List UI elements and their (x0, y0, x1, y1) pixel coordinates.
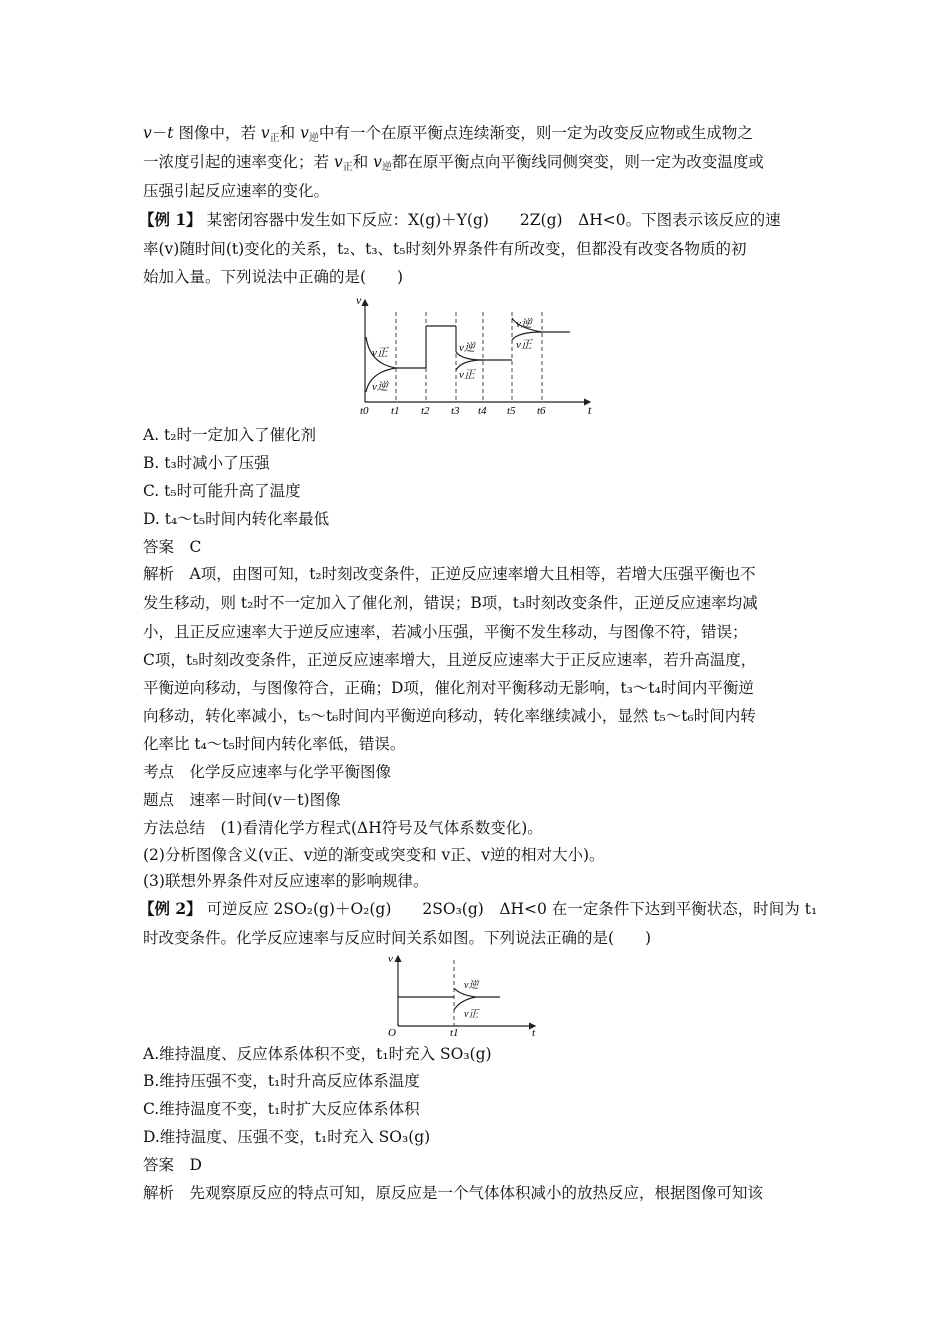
intro-line-2: 一浓度引起的速率变化；若 $v_正$和 $v_逆$都在原平衡点向平衡线同侧突变，则一定为改变温度或 (143, 153, 764, 173)
label-v-reverse-3: v逆 (459, 342, 475, 354)
ex2-analysis: 解析 先观察原反应的特点可知，原反应是一个气体体积减小的放热反应，根据图像可知该 (143, 1184, 764, 1202)
ex1-answer: 答案 C (143, 538, 202, 556)
y-axis-label: v (388, 953, 393, 965)
method-summary-1: 方法总结 (1)看清化学方程式(ΔH符号及气体系数变化)。 (143, 819, 543, 837)
label-v-forward-5: v正 (516, 339, 532, 351)
tick-t0: t0 (360, 405, 369, 417)
example-1-line-1: 【例 1】 某密闭容器中发生如下反应：X(g)＋Y(g) 2Z(g) ΔH<0。下图表示该反应的速 (139, 210, 781, 229)
label-v-reverse: v逆 (464, 980, 479, 991)
ex1-option-b: B. t₃时减小了压强 (143, 454, 270, 472)
ex1-analysis-3: 小，且正反应速率大于逆反应速率，若减小压强，平衡不发生移动，与图像不符，错误； (143, 623, 748, 641)
tick-t2: t2 (421, 405, 430, 417)
ex1-option-a: A. t₂时一定加入了催化剂 (143, 426, 316, 444)
ex1-analysis-6: 向移动，转化率减小，t₅～t₆时间内平衡逆向移动，转化率继续减小，显然 t₅～t₆时间内转 (143, 707, 756, 725)
label-v-forward-1: v正 (372, 347, 388, 359)
example-1-line-2: 率(v)随时间(t)变化的关系，t₂、t₃、t₅时刻外界条件有所改变，但都没有改变各物质的初 (143, 240, 747, 258)
ex1-analysis-4: C项，t₅时刻改变条件，正逆反应速率增大，且逆反应速率大于正反应速率，若升高温度， (143, 651, 757, 669)
x-axis-label: t (588, 403, 592, 417)
ex2-option-b: B.维持压强不变，t₁时升高反应体系温度 (143, 1072, 420, 1090)
ex1-analysis-7: 化率比 t₄～t₅时间内转化率低，错误。 (143, 735, 406, 753)
y-axis-label: v (356, 293, 362, 307)
tick-t1: t1 (391, 405, 400, 417)
ex1-analysis-5: 平衡逆向移动，与图像符合，正确；D项，催化剂对平衡移动无影响，t₃～t₄时间内平衡逆 (143, 679, 754, 697)
rate-time-chart-2 (380, 950, 545, 1036)
rate-time-chart-1 (350, 292, 600, 417)
method-summary-2: (2)分析图像含义(v正、v逆的渐变或突变和 v正、v逆的相对大小)。 (143, 846, 605, 864)
ex1-option-c: C. t₅时可能升高了温度 (143, 482, 301, 500)
label-v-reverse-1: v逆 (372, 381, 388, 393)
example-2-line-2: 时改变条件。化学反应速率与反应时间关系如图。下列说法正确的是( ) (143, 929, 652, 947)
label-v-forward: v正 (464, 1009, 479, 1020)
tick-t3: t3 (451, 405, 460, 417)
example-2-line-1: 【例 2】 可逆反应 2SO₂(g)＋O₂(g) 2SO₃(g) ΔH<0 在一定条件下达到平衡状态，时间为 t₁ (139, 899, 818, 918)
label-v-reverse-5: v逆 (516, 318, 532, 330)
x-axis-label: t (532, 1027, 536, 1036)
ex1-option-d: D. t₄～t₅时间内转化率最低 (143, 510, 330, 528)
ex1-analysis-1: 解析 A项，由图可知，t₂时刻改变条件，正逆反应速率增大且相等，若增大压强平衡也不 (143, 565, 756, 583)
tick-t5: t5 (507, 405, 516, 417)
ex2-option-a: A.维持温度、反应体系体积不变，t₁时充入 SO₃(g) (143, 1045, 492, 1063)
ex1-tidian: 题点 速率－时间(v－t)图像 (143, 791, 341, 809)
ex2-option-d: D.维持温度、压强不变，t₁时充入 SO₃(g) (143, 1128, 431, 1146)
intro-line-1: v－t 图像中，若 $v_正$和 $v_逆$中有一个在原平衡点连续渐变，则一定为改变反应物或生成物之 (143, 124, 753, 144)
ex2-option-c: C.维持温度不变，t₁时扩大反应体系体积 (143, 1100, 420, 1118)
ex1-kaodian: 考点 化学反应速率与化学平衡图像 (143, 763, 392, 781)
origin-label: O (388, 1027, 396, 1036)
ex1-analysis-2: 发生移动，则 t₂时不一定加入了催化剂，错误；B项，t₃时刻改变条件，正逆反应速率均减 (143, 594, 758, 612)
tick-t6: t6 (537, 405, 546, 417)
tick-t1: t1 (450, 1027, 459, 1036)
example-1-line-3: 始加入量。下列说法中正确的是( ) (143, 268, 404, 286)
label-v-forward-3: v正 (459, 369, 475, 381)
intro-line-3: 压强引起反应速率的变化。 (143, 182, 330, 200)
method-summary-3: (3)联想外界条件对反应速率的影响规律。 (143, 872, 429, 890)
ex2-answer: 答案 D (143, 1156, 202, 1174)
tick-t4: t4 (478, 405, 487, 417)
